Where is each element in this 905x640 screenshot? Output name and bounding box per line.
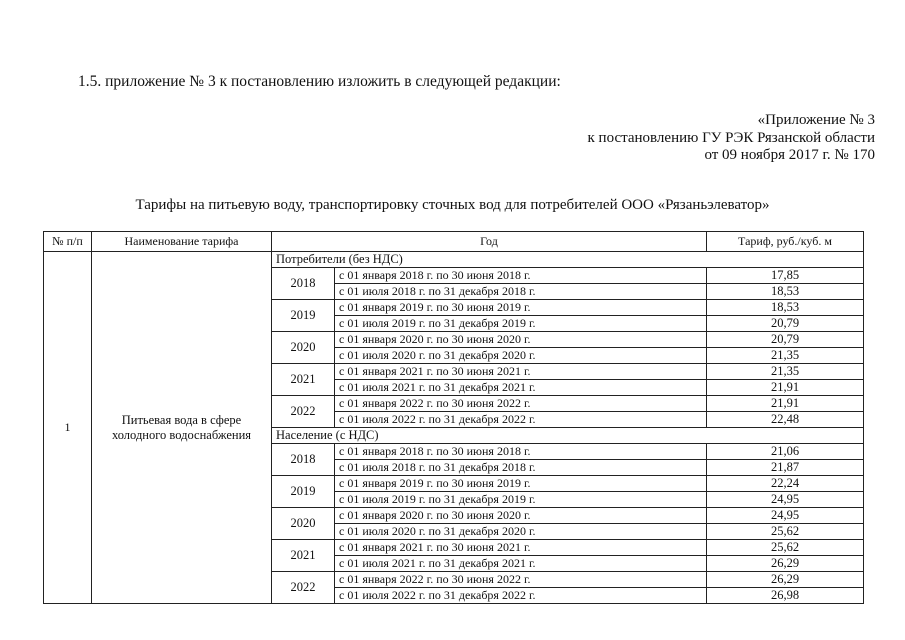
table-body <box>44 252 864 604</box>
year-cell: 2022 <box>272 396 335 428</box>
intro-paragraph: 1.5. приложение № 3 к постановлению изложить в следующей редакции: <box>78 73 561 90</box>
period-cell: с 01 июля 2020 г. по 31 декабря 2020 г. <box>335 524 707 540</box>
tariff-value-cell: 26,98 <box>707 588 864 604</box>
tariff-table <box>43 231 864 604</box>
document-title: Тарифы на питьевую воду, транспортировку сточных вод для потребителей ООО «Рязаньэлеватор» <box>135 197 770 213</box>
tariff-value-cell: 26,29 <box>707 572 864 588</box>
header-year: Год <box>272 232 707 252</box>
tariff-value-cell: 21,91 <box>707 396 864 412</box>
table-row <box>44 252 864 268</box>
period-cell: с 01 января 2021 г. по 30 июня 2021 г. <box>335 540 707 556</box>
period-cell: с 01 июля 2019 г. по 31 декабря 2019 г. <box>335 316 707 332</box>
tariff-value-cell: 20,79 <box>707 332 864 348</box>
row-number-cell: 1 <box>44 252 92 604</box>
table-header-row <box>44 232 864 252</box>
tariff-value-cell: 18,53 <box>707 284 864 300</box>
tariff-value-cell: 18,53 <box>707 300 864 316</box>
period-cell: с 01 января 2021 г. по 30 июня 2021 г. <box>335 364 707 380</box>
period-cell: с 01 января 2020 г. по 30 июня 2020 г. <box>335 508 707 524</box>
period-cell: с 01 июля 2021 г. по 31 декабря 2021 г. <box>335 556 707 572</box>
period-cell: с 01 июля 2019 г. по 31 декабря 2019 г. <box>335 492 707 508</box>
tariff-value-cell: 22,48 <box>707 412 864 428</box>
period-cell: с 01 января 2019 г. по 30 июня 2019 г. <box>335 476 707 492</box>
tariff-name-cell: Питьевая вода в сфере холодного водоснабжения <box>92 252 272 604</box>
appendix-line-3: от 09 ноября 2017 г. № 170 <box>704 147 875 163</box>
year-cell: 2021 <box>272 364 335 396</box>
year-cell: 2018 <box>272 268 335 300</box>
period-cell: с 01 января 2022 г. по 30 июня 2022 г. <box>335 396 707 412</box>
year-cell: 2021 <box>272 540 335 572</box>
period-cell: с 01 января 2018 г. по 30 июня 2018 г. <box>335 444 707 460</box>
tariff-value-cell: 24,95 <box>707 492 864 508</box>
tariff-value-cell: 21,06 <box>707 444 864 460</box>
tariff-value-cell: 21,35 <box>707 364 864 380</box>
period-cell: с 01 июля 2021 г. по 31 декабря 2021 г. <box>335 380 707 396</box>
tariff-value-cell: 21,35 <box>707 348 864 364</box>
tariff-value-cell: 17,85 <box>707 268 864 284</box>
period-cell: с 01 июля 2022 г. по 31 декабря 2022 г. <box>335 588 707 604</box>
year-cell: 2020 <box>272 332 335 364</box>
tariff-value-cell: 26,29 <box>707 556 864 572</box>
tariff-value-cell: 21,87 <box>707 460 864 476</box>
year-cell: 2019 <box>272 300 335 332</box>
period-cell: с 01 января 2019 г. по 30 июня 2019 г. <box>335 300 707 316</box>
tariff-value-cell: 25,62 <box>707 524 864 540</box>
header-tariff-name: Наименование тарифа <box>92 232 272 252</box>
tariff-value-cell: 22,24 <box>707 476 864 492</box>
period-cell: с 01 июля 2018 г. по 31 декабря 2018 г. <box>335 460 707 476</box>
group-label: Население (с НДС) <box>272 428 864 444</box>
header-number: № п/п <box>44 232 92 252</box>
year-cell: 2022 <box>272 572 335 604</box>
appendix-line-1: «Приложение № 3 <box>757 112 875 128</box>
period-cell: с 01 июля 2018 г. по 31 декабря 2018 г. <box>335 284 707 300</box>
appendix-reference <box>588 112 875 165</box>
year-cell: 2019 <box>272 476 335 508</box>
period-cell: с 01 июля 2022 г. по 31 декабря 2022 г. <box>335 412 707 428</box>
group-label: Потребители (без НДС) <box>272 252 864 268</box>
period-cell: с 01 января 2020 г. по 30 июня 2020 г. <box>335 332 707 348</box>
header-tariff-value: Тариф, руб./куб. м <box>707 232 864 252</box>
period-cell: с 01 июля 2020 г. по 31 декабря 2020 г. <box>335 348 707 364</box>
period-cell: с 01 января 2022 г. по 30 июня 2022 г. <box>335 572 707 588</box>
tariff-value-cell: 20,79 <box>707 316 864 332</box>
appendix-line-2: к постановлению ГУ РЭК Рязанской области <box>587 129 875 146</box>
year-cell: 2020 <box>272 508 335 540</box>
tariff-value-cell: 24,95 <box>707 508 864 524</box>
year-cell: 2018 <box>272 444 335 476</box>
tariff-value-cell: 25,62 <box>707 540 864 556</box>
period-cell: с 01 января 2018 г. по 30 июня 2018 г. <box>335 268 707 284</box>
tariff-value-cell: 21,91 <box>707 380 864 396</box>
